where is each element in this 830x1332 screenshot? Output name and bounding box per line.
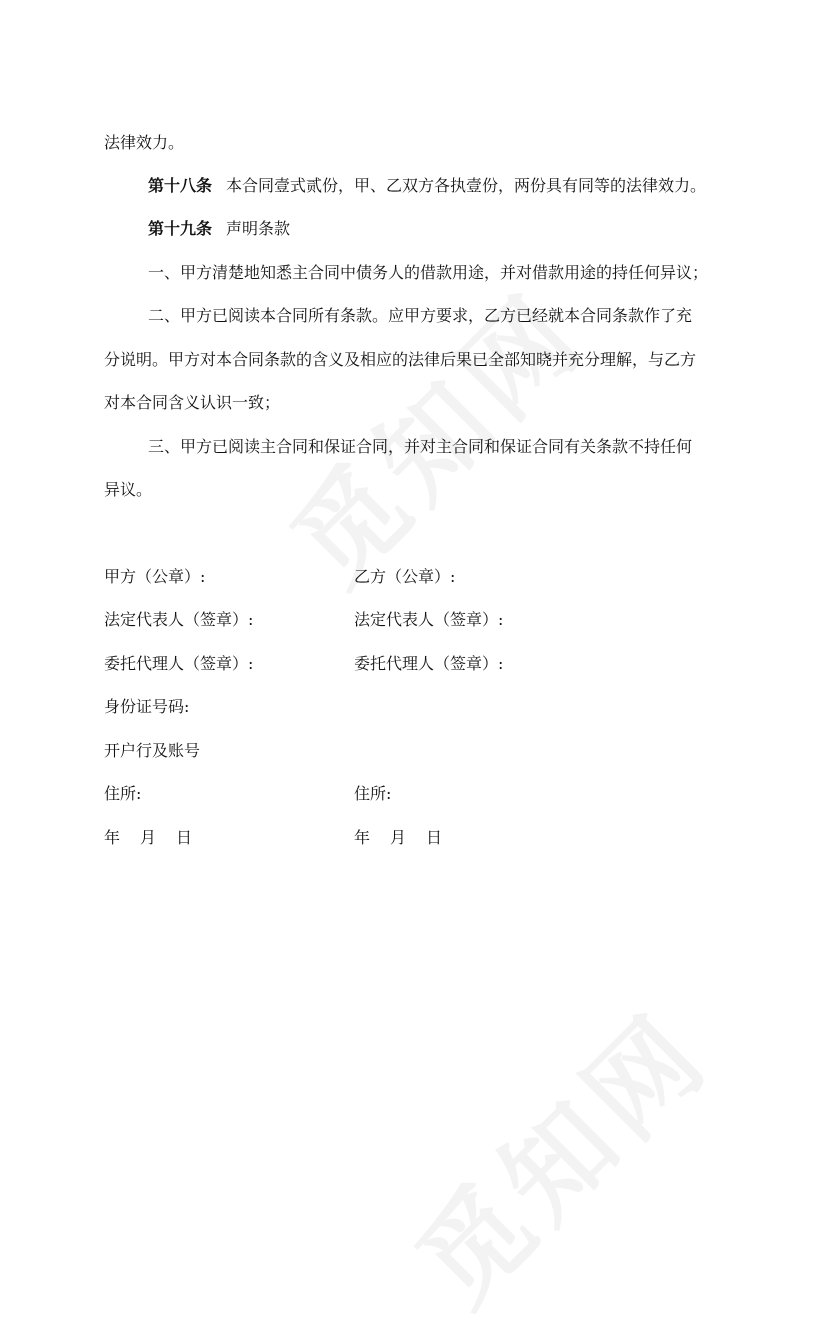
party-b-date-year: 年	[354, 828, 371, 847]
article-19-text: 声明条款	[226, 219, 291, 238]
article-18-text: 本合同壹式贰份，甲、乙双方各执壹份，两份具有同等的法律效力。	[226, 176, 707, 195]
watermark	[377, 973, 737, 1332]
continuation-line: 法律效力。	[104, 133, 185, 152]
party-b-date	[354, 828, 442, 848]
clause-2-line-2: 分说明。甲方对本合同条款的含义及相应的法律后果已全部知晓并充分理解，与乙方	[104, 350, 697, 369]
party-a-legal-rep: 法定代表人（签章）:	[104, 610, 254, 629]
party-a-address: 住所:	[104, 784, 142, 803]
party-b-legal-rep: 法定代表人（签章）:	[354, 610, 504, 629]
party-a-date	[104, 828, 192, 848]
clause-3-line-1: 三、甲方已阅读主合同和保证合同，并对主合同和保证合同有关条款不持任何	[148, 437, 693, 456]
article-18-heading: 第十八条	[148, 176, 213, 195]
party-a-agent: 委托代理人（签章）:	[104, 654, 254, 673]
clause-2-line-3: 对本合同含义认识一致；	[104, 393, 281, 412]
party-b-seal: 乙方（公章）:	[354, 567, 456, 586]
clause-3-line-2: 异议。	[104, 480, 153, 499]
party-b-agent: 委托代理人（签章）:	[354, 654, 504, 673]
party-a-id-number: 身份证号码:	[104, 697, 190, 716]
party-b-date-month: 月	[390, 828, 407, 847]
party-a-seal: 甲方（公章）:	[104, 567, 206, 586]
party-a-date-month: 月	[140, 828, 157, 847]
clause-1: 一、甲方清楚地知悉主合同中债务人的借款用途，并对借款用途的持任何异议；	[148, 263, 709, 282]
article-19-heading: 第十九条	[148, 219, 213, 238]
party-b-address: 住所:	[354, 784, 392, 803]
party-a-bank-account: 开户行及账号	[104, 741, 201, 760]
party-b-date-day: 日	[426, 828, 443, 847]
article-19	[148, 219, 290, 239]
clause-2-line-1: 二、甲方已阅读本合同所有条款。应甲方要求，乙方已经就本合同条款作了充	[148, 306, 693, 325]
article-18	[148, 176, 706, 196]
party-a-date-day: 日	[176, 828, 193, 847]
party-a-date-year: 年	[104, 828, 121, 847]
